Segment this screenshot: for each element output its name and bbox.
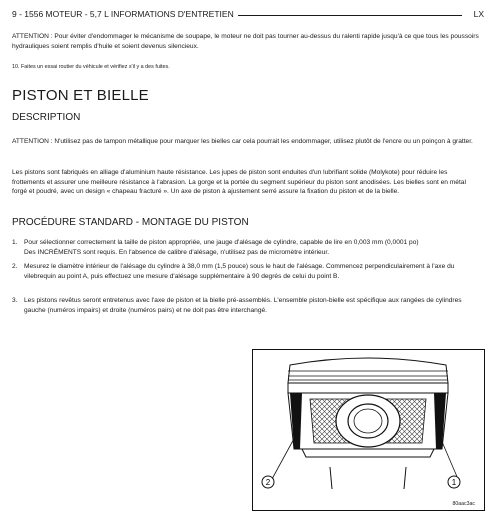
header-title: 9 - 1556 MOTEUR - 5,7 L INFORMATIONS D'ENTRETIEN (12, 9, 238, 19)
step-number: 3. (12, 297, 18, 304)
step-line: Mesurez le diamètre intérieur de l'alésage du cylindre à 38,0 mm (1,5 pouce) sous le haut de l'alésage. Commencez perpendiculairement à l'axe du (24, 263, 455, 270)
leader-line-2 (272, 435, 296, 479)
piston-illustration (252, 349, 485, 511)
header-code: LX (470, 9, 484, 19)
step-line: gauche (numéros impairs) et droite (numéros pairs) et ne doit pas être interchangé. (24, 306, 267, 314)
step-line: vilebrequin au point A, puis effectuez une mesure d'alésage supplémentaire à 90 degrés de celui du point B. (24, 272, 340, 280)
step-line: Pour sélectionner correctement la taille de piston appropriée, une jauge d'alésage de cylindre, capable de lire en 0,003 mm (0,0001 po) (24, 239, 419, 246)
leader-line-1 (440, 437, 458, 479)
piston-figure (252, 349, 485, 511)
description-heading: DESCRIPTION (12, 112, 81, 123)
step-number: 1. (12, 239, 18, 246)
step-line: Des INCRÉMENTS sont requis. En l'absence de calibre d'alésage, n'utilisez pas de micromètre intérieur. (24, 248, 330, 256)
description-body: Les pistons sont fabriqués en alliage d'aluminium haute résistance. Les jupes de piston sont enduites d'un lubrifiant solide (Molykote) pour réduire les frottements et assurer une meilleure résistance à l'abrasion. La gorge et la portée du segment supérieur du piston sont anodisées. Les bielles sont en métal forgé et poudré, avec un design « chapeau fracturé ». Un axe de piston à ajustement serré assure la fixation du piston et de la bielle. (12, 169, 466, 195)
figure-code: 80aac3ac (452, 501, 475, 507)
callout-2-label: 2 (265, 478, 271, 487)
step-line: Les pistons revêtus seront entretenus avec l'axe de piston et la bielle pré-assemblés. L'ensemble piston-bielle est spécifique aux rangées de cylindres (24, 297, 462, 304)
procedure-heading: PROCÉDURE STANDARD - MONTAGE DU PISTON (12, 217, 249, 228)
step-10: 10. Faites un essai routier du véhicule et vérifiez s'il y a des fuites. (12, 64, 170, 70)
step-number: 2. (12, 263, 18, 270)
callout-1-label: 1 (451, 478, 457, 487)
page-header (12, 9, 484, 23)
description-attention: ATTENTION : N'utilisez pas de tampon métallique pour marquer les bielles car cela pourrait les endommager, utilisez plutôt de l'encre ou un poinçon à gratter. (12, 138, 473, 145)
attention-top: ATTENTION : Pour éviter d'endommager le mécanisme de soupape, le moteur ne doit pas tourner au-dessus du ralenti rapide jusqu'à ce que tous les poussoirs hydrauliques soient remplis d'huile et soient devenus silencieux. (12, 33, 479, 50)
section-title: PISTON ET BIELLE (12, 87, 149, 104)
